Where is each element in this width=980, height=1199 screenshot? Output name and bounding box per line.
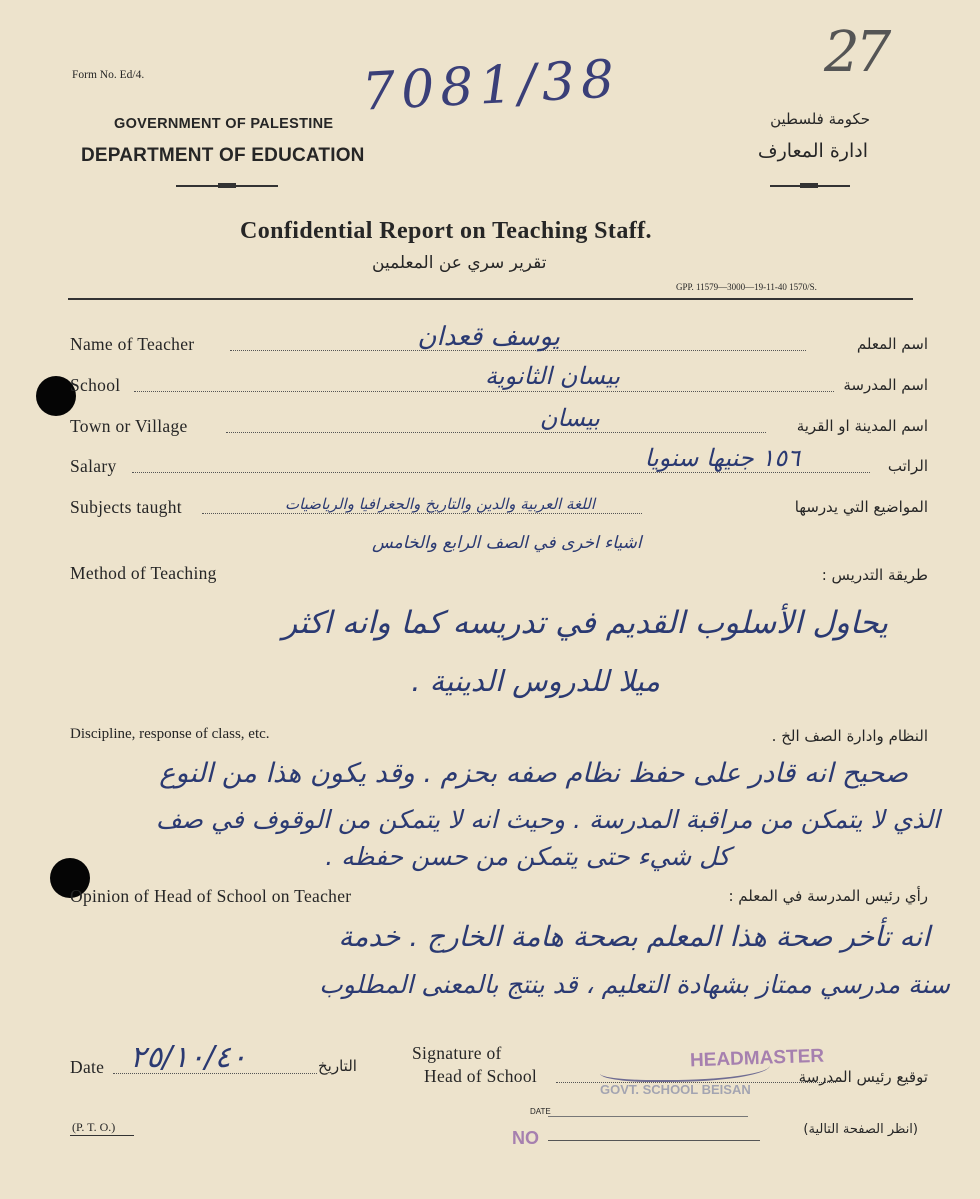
field-value-salary: ١٥٦ جنيها سنويا (644, 444, 800, 472)
stamp-no: NO (512, 1128, 539, 1148)
field-label-en: School (70, 375, 121, 395)
gov-title-en: GOVERNMENT OF PALESTINE (114, 116, 334, 132)
field-value-town: بيسان (539, 404, 600, 432)
stamp-date-label: DATE (530, 1107, 551, 1116)
signature-label-line2: Head of School (424, 1066, 538, 1086)
field-value-subjects: اللغة العربية والدين والتاريخ والجغرافيا والرياضيات (285, 495, 596, 513)
field-label-ar: اسم المدينة او القرية (796, 417, 928, 435)
dotted-line (132, 472, 870, 473)
section-label-ar: النظام وادارة الصف الخ . (771, 727, 928, 745)
school-stamp-line2: GOVT. SCHOOL BEISAN (600, 1082, 751, 1097)
field-label-ar: المواضيع التي يدرسها (794, 498, 928, 516)
dotted-line (226, 432, 766, 433)
section-text-line: الذي لا يتمكن من مراقبة المدرسة . وحيث انه لا يتمكن من الوقوف في صف (155, 805, 940, 834)
report-title-ar: تقرير سري عن المعلمين (372, 253, 547, 273)
page-number: 27 (824, 20, 888, 85)
section-text-line: انه تأخر صحة هذا المعلم بصحة هامة الخارج . خدمة (338, 920, 930, 953)
field-label-en: Town or Village (70, 416, 188, 436)
dept-title-ar: ادارة المعارف (757, 140, 868, 162)
section-label-ar: رأي رئيس المدرسة في المعلم : (728, 887, 928, 905)
gov-title-ar: حكومة فلسطين (770, 110, 870, 128)
title-rule (68, 298, 913, 300)
header-rule-right-mark (800, 183, 818, 188)
section-text-line: كل شيء حتى يتمكن من حسن حفظه . (325, 842, 730, 871)
pto-label: (P. T. O.) (72, 1120, 116, 1134)
date-value: ٢٥/١٠/٤٠ (130, 1040, 247, 1075)
dotted-line (202, 513, 642, 514)
date-label-en: Date (70, 1057, 105, 1077)
pto-rule (70, 1135, 134, 1136)
field-label-ar: الراتب (887, 457, 928, 475)
field-value-subjects-cont: اشياء اخرى في الصف الرابع والخامس (372, 533, 642, 553)
section-text-line: سنة مدرسي ممتاز بشهادة التعليم ، قد ينتج بالمعنى المطلوب (319, 970, 950, 999)
section-label-ar: طريقة التدريس : (821, 566, 928, 584)
section-text-line: يحاول الأسلوب القديم في تدريسه كما وانه اكثر (282, 605, 888, 641)
field-label-ar: اسم المدرسة (843, 376, 928, 394)
date-label-ar: التاريخ (318, 1057, 357, 1075)
section-label-en: Method of Teaching (70, 563, 217, 583)
pto-label-ar: (انظر الصفحة التالية) (803, 1122, 918, 1137)
field-value-name: يوسف قعدان (417, 322, 560, 352)
field-label-ar: اسم المعلم (856, 335, 928, 353)
signature-label-line1: Signature of (412, 1043, 502, 1063)
signature-label-ar: توقيع رئيس المدرسة (798, 1068, 928, 1086)
stamp-date-rule (548, 1116, 748, 1117)
section-label-en: Opinion of Head of School on Teacher (70, 886, 352, 906)
file-number: 7081/38 (360, 49, 622, 123)
field-label-en: Name of Teacher (70, 334, 195, 354)
field-label-en: Subjects taught (70, 497, 182, 517)
section-text-line: ميلا للدروس الدينية . (411, 664, 660, 698)
field-value-school: بيسان الثانوية (484, 362, 620, 390)
print-code: GPP. 11579—3000—19-11-40 1570/S. (676, 282, 817, 292)
dept-title-en: DEPARTMENT OF EDUCATION (81, 145, 365, 166)
dotted-line (134, 391, 834, 392)
header-rule-left-mark (218, 183, 236, 188)
form-number: Form No. Ed/4. (72, 69, 145, 81)
stamp-no-rule (548, 1140, 760, 1141)
section-text-line: صحيح انه قادر على حفظ نظام صفه بحزم . وقد يكون هذا من النوع (159, 758, 908, 789)
report-title-en: Confidential Report on Teaching Staff. (240, 218, 652, 244)
field-label-en: Salary (70, 456, 117, 476)
section-label-en: Discipline, response of class, etc. (70, 726, 270, 742)
signature-scrawl (600, 1054, 770, 1082)
school-stamp-line1: HEADMASTER (689, 1045, 825, 1072)
